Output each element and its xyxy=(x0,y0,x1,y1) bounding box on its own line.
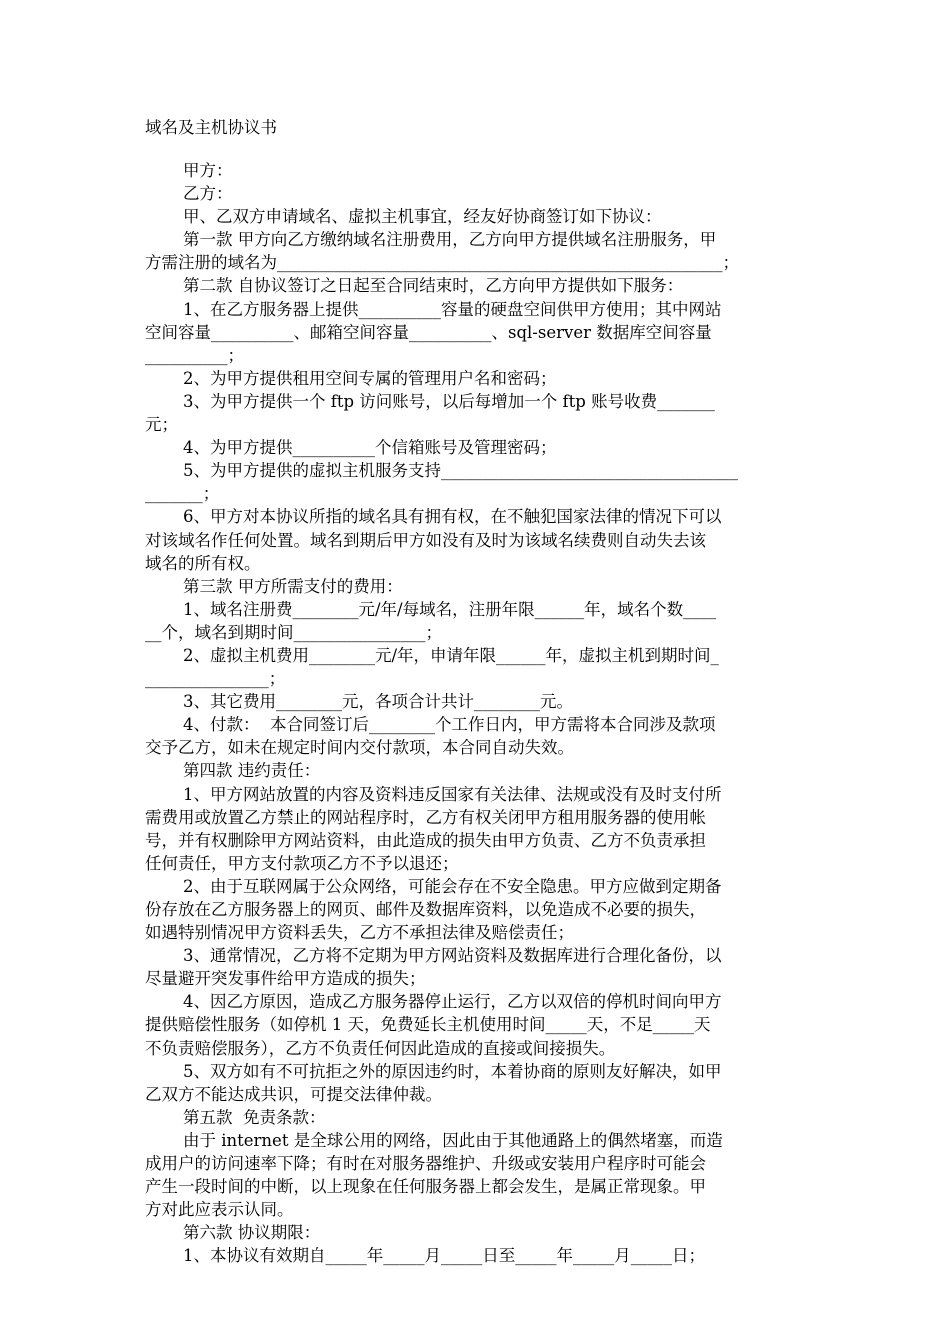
document-line: 3、为甲方提供一个 ftp 访问账号，以后每增加一个 ftp 账号收费_______ xyxy=(183,391,715,411)
document-line: 第六款 协议期限： xyxy=(183,1223,321,1243)
document-line: 由于 internet 是全球公用的网络，因此由于其他通路上的偶然堵塞，而造 xyxy=(183,1130,723,1150)
document-line: 提供赔偿性服务（如停机 1 天，免费延长主机使用时间_____天，不足_____天 xyxy=(145,1015,711,1035)
document-line: 1、在乙方服务器上提供__________容量的硬盘空间供甲方使用；其中网站 xyxy=(183,299,722,319)
document-line: 份存放在乙方服务器上的网页、邮件及数据库资料，以免造成不必要的损失， xyxy=(145,900,706,919)
document-line: 需费用或放置乙方禁止的网站程序时，乙方有权关闭甲方租用服务器的使用帐 xyxy=(145,807,706,827)
document-line: 号，并有权删除甲方网站资料，由此造成的损失由甲方负责、乙方不负责承担 xyxy=(145,830,706,850)
document-line: 1、域名注册费________元/年/每域名，注册年限______年，域名个数____ xyxy=(183,599,717,619)
document-line: 3、通常情况，乙方将不定期为甲方网站资料及数据库进行合理化备份，以 xyxy=(183,946,722,966)
document-line: 域名的所有权。 xyxy=(145,553,261,573)
document-line: _______； xyxy=(145,484,220,504)
document-line: 2、为甲方提供租用空间专属的管理用户名和密码； xyxy=(183,368,557,388)
document-line: 甲方： xyxy=(183,161,233,180)
document-line: 第二款 自协议签订之日起至合同结束时，乙方向甲方提供如下服务： xyxy=(183,276,684,296)
document-line: 如遇特别情况甲方资料丢失，乙方不承担法律及赔偿责任； xyxy=(145,923,574,943)
document-line: 2、虚拟主机费用________元/年，申请年限______年，虚拟主机到期时间_ xyxy=(183,645,719,665)
document-line: 1、甲方网站放置的内容及资料违反国家有关法律、法规或没有及时支付所 xyxy=(183,784,722,804)
document-line: 2、由于互联网属于公众网络，可能会存在不安全隐患。甲方应做到定期备 xyxy=(183,876,722,896)
document-line: __________； xyxy=(145,345,244,365)
document-line: 第四款 违约责任： xyxy=(183,761,321,781)
document-line: 5、为甲方提供的虚拟主机服务支持____________________________________ xyxy=(183,461,738,481)
document-line: 成用户的访问速率下降；有时在对服务器维护、升级或安装用户程序时可能会 xyxy=(145,1154,706,1174)
document-line: 乙双方不能达成共识，可提交法律仲裁。 xyxy=(145,1084,442,1104)
document-line: 6、甲方对本协议所指的域名具有拥有权，在不触犯国家法律的情况下可以 xyxy=(183,507,722,527)
document-line: 方需注册的域名为______________________________________________________； xyxy=(145,253,739,273)
document-line: 3、其它费用________元，各项合计共计________元。 xyxy=(183,692,573,712)
document-line: 5、双方如有不可抗拒之外的原因违约时，本着协商的原则友好解决，如甲 xyxy=(183,1061,722,1081)
document-title: 域名及主机协议书 xyxy=(145,118,277,137)
document-line: 不负责赔偿服务），乙方不负责任何因此造成的直接或间接损失。 xyxy=(145,1038,616,1058)
document-line: 乙方： xyxy=(183,184,233,204)
document-line: 尽量避开突发事件给甲方造成的损失； xyxy=(145,969,426,989)
document-line: 空间容量__________、邮箱空间容量__________、sql-server 数据库空间容量 xyxy=(145,322,712,342)
document-line: 第一款 甲方向乙方缴纳域名注册费用，乙方向甲方提供域名注册服务，甲 xyxy=(183,230,717,250)
document-body xyxy=(145,159,809,1268)
document-line: 对该域名作任何处置。域名到期后甲方如没有及时为该域名续费则自动失去该 xyxy=(145,530,706,550)
document-line: 甲、乙双方申请域名、虚拟主机事宜，经友好协商签订如下协议： xyxy=(183,207,662,227)
document-line: 产生一段时间的中断，以上现象在任何服务器上都会发生，是属正常现象。甲 xyxy=(145,1177,706,1197)
document-line: 交予乙方，如未在规定时间内交付款项，本合同自动失效。 xyxy=(145,738,574,758)
document-line: 元； xyxy=(145,415,178,435)
document-line: 4、付款： 本合同签订后________个工作日内，甲方需将本合同涉及款项 xyxy=(183,715,716,735)
document-line: __个，域名到期时间________________； xyxy=(145,622,442,642)
document-line: 方对此应表示认同。 xyxy=(145,1200,294,1220)
document-line: _______________； xyxy=(145,669,286,689)
document-line: 4、因乙方原因，造成乙方服务器停止运行，乙方以双倍的停机时间向甲方 xyxy=(183,992,722,1012)
document-line: 第五款 免责条款： xyxy=(183,1107,326,1127)
document-line: 4、为甲方提供__________个信箱账号及管理密码； xyxy=(183,438,557,458)
document-line: 1、本协议有效期自_____年_____月_____日至_____年_____月_____日； xyxy=(183,1246,705,1266)
document-line: 任何责任，甲方支付款项乙方不予以退还； xyxy=(145,853,459,873)
document-line: 第三款 甲方所需支付的费用： xyxy=(183,576,403,596)
